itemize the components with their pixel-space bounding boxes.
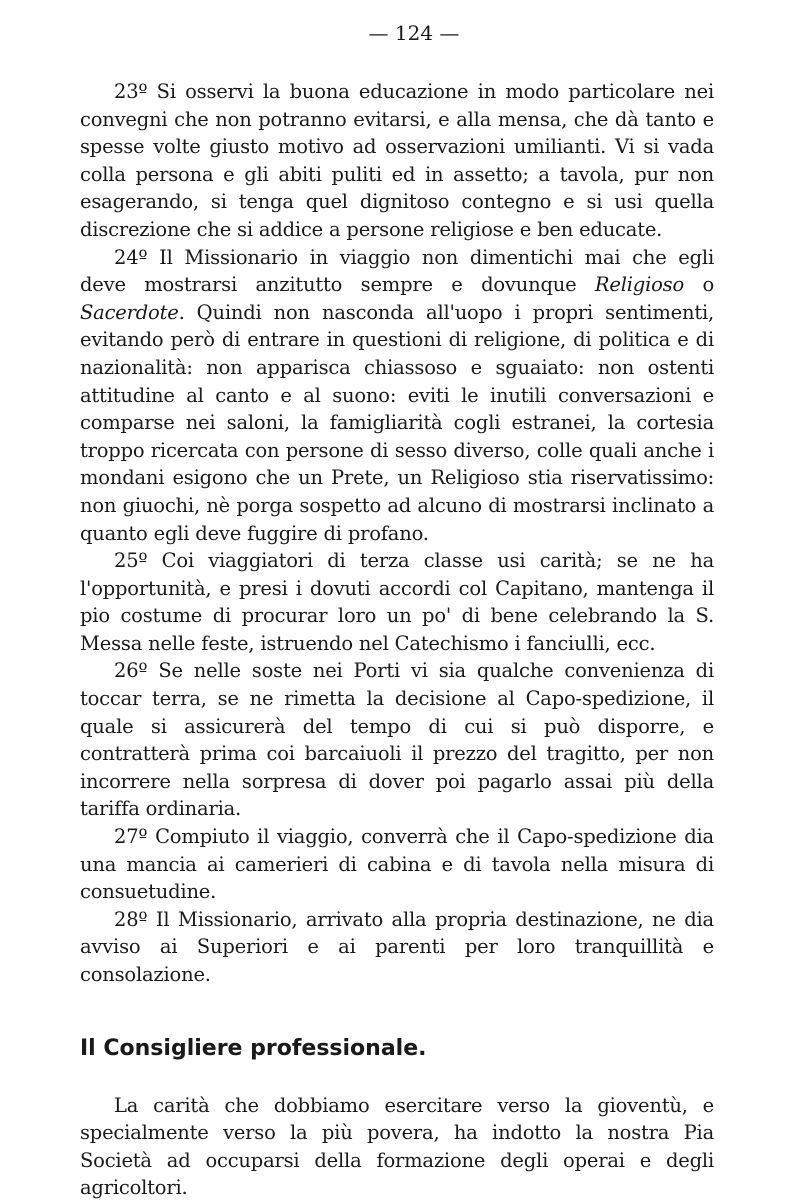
page-number: — 124 — — [368, 21, 460, 45]
paragraph-24-emphasis-religioso: Religioso — [594, 273, 684, 297]
paragraph-24-text-before: 24º Il Missionario in viaggio non dimentichi mai che egli deve mostrarsi anzitutto sempre e dovunque — [80, 245, 714, 297]
paragraph-28: 28º Il Missionario, arrivato alla propria destinazione, ne dia avviso ai Superiori e ai parenti per loro tranquillità e consolazione. — [80, 907, 714, 986]
paragraph-24-text-after: . Quindi non nasconda all'uopo i propri sentimenti, evitando però di entrare in questioni di religione, di politica e di nazionalità: non apparisca chiassoso e sguaiato: non ostenti attitudine al canto e al suono: eviti le inutili conversazioni e comparse nei saloni, la famigliarità cogli estranei, la cortesia troppo ricercata con persone di sesso diverso, colle quali anche i mondani esigono che un Prete, un Religioso stia riservatissimo: non giuochi, nè porga sospetto ad alcuno di mostrarsi inclinato a quanto egli deve fuggire di profano. — [80, 300, 714, 545]
paragraph-26: 26º Se nelle soste nei Porti vi sia qualche convenienza di toccar terra, se ne rimetta la decisione al Capo-spedizione, il quale si assicurerà del tempo di cui si può disporre, e contratterà prima coi barcaiuoli il prezzo del tragitto, per non incorrere nella sorpresa di dover poi pagarlo assai più della tariffa ordinaria. — [80, 659, 714, 821]
section-body-paragraph: La carità che dobbiamo esercitare verso la gioventù, e specialmente verso la più povera, ha indotto la nostra Pia Società ad occuparsi della formazione degli operai e degli agricoltori. — [80, 1093, 714, 1200]
paragraph-25: 25º Coi viaggiatori di terza classe usi carità; se ne ha l'opportunità, e presi i dovuti accordi col Capitano, mantenga il pio costume di procurar loro un po' di bene celebrando la S. Messa nelle feste, istruendo nel Catechismo i fanciulli, ecc. — [80, 549, 714, 655]
paragraph-24-emphasis-sacerdote: Sacerdote — [80, 300, 179, 324]
paragraph-27: 27º Compiuto il viaggio, converrà che il Capo-spedizione dia una mancia ai camerieri di cabina e di tavola nella misura di consuetudine. — [80, 825, 714, 904]
paragraph-23: 23º Si osservi la buona educazione in modo particolare nei convegni che non potranno evitarsi, e alla mensa, che dà tanto e spesse volte giusto motivo ad osservazioni umilianti. Vi si vada colla persona e gli abiti puliti ed in assetto; a tavola, pur non esagerando, si tenga quel dignitoso contegno e si usi quella discrezione che si addice a persone religiose e ben educate. — [80, 80, 714, 241]
paragraph-24 — [80, 244, 714, 548]
section-title: Il Consigliere professionale. — [80, 1035, 427, 1061]
paragraph-24-text-mid: o — [684, 273, 714, 297]
document-page — [80, 18, 714, 1202]
